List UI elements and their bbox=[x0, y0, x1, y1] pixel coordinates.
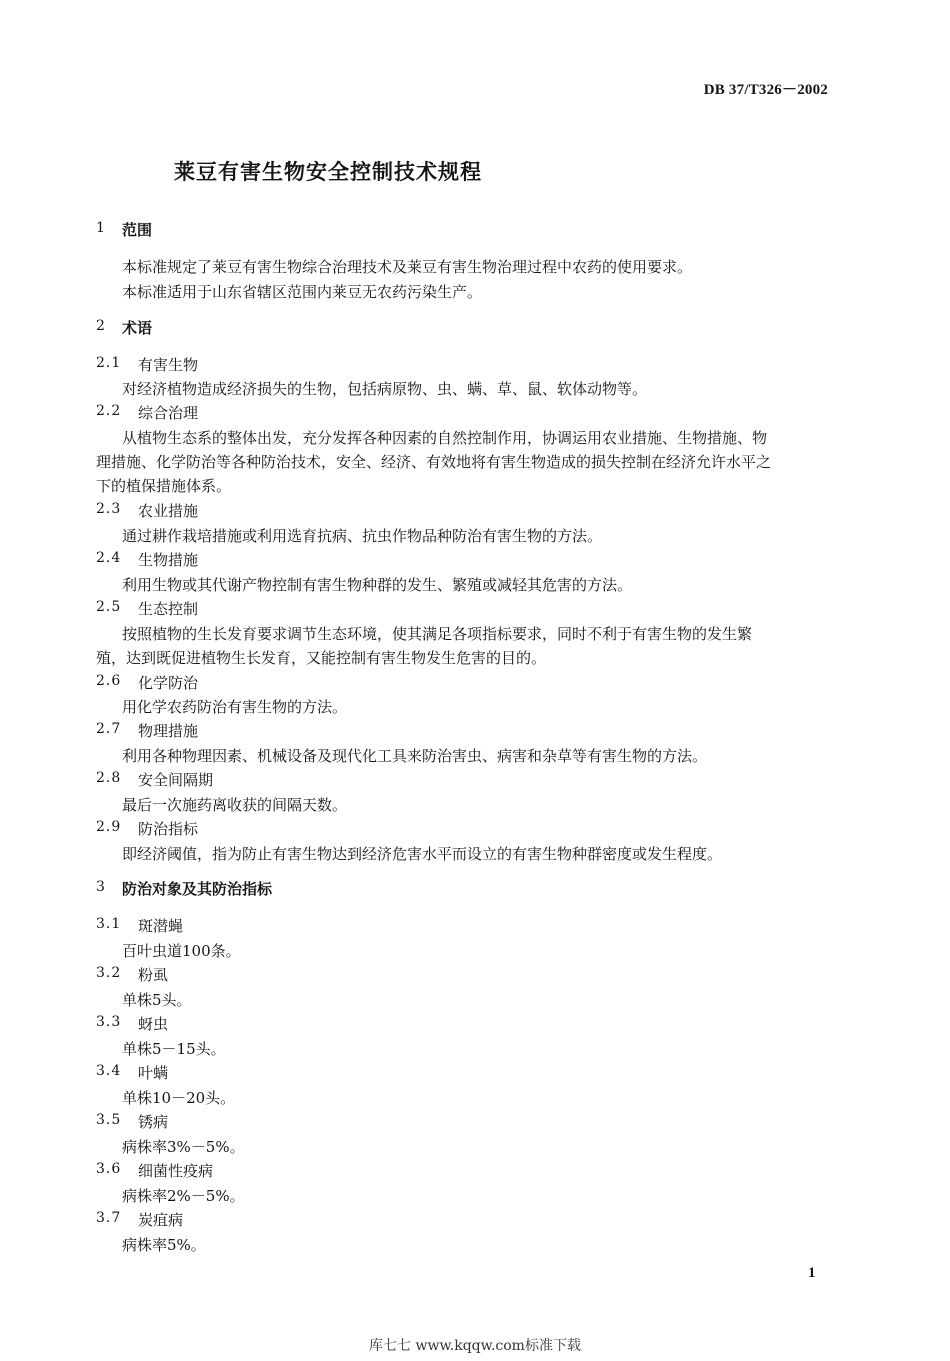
page-title: 莱豆有害生物安全控制技术规程 bbox=[174, 160, 482, 184]
clause-term: 生态控制 bbox=[138, 600, 199, 618]
clause-text: 殖，达到既促进植物生长发育，又能控制有害生物发生危害的目的。 bbox=[96, 649, 547, 667]
clause-term: 蚜虫 bbox=[138, 1015, 169, 1033]
clause-text: 单株5头。 bbox=[122, 991, 192, 1009]
clause-term: 叶螨 bbox=[138, 1064, 169, 1082]
section-number: 3 bbox=[96, 879, 105, 895]
clause-text: 即经济阈值，指为防止有害生物达到经济危害水平而设立的有害生物种群密度或发生程度。 bbox=[122, 845, 723, 863]
clause-number: 3.1 bbox=[96, 916, 122, 932]
section-title: 防治对象及其防治指标 bbox=[122, 880, 273, 898]
clause-term: 炭疽病 bbox=[138, 1211, 184, 1229]
clause-text: 用化学农药防治有害生物的方法。 bbox=[122, 698, 348, 716]
clause-text: 对经济植物造成经济损失的生物，包括病原物、虫、螨、草、鼠、软体动物等。 bbox=[122, 380, 648, 398]
clause-number: 2.4 bbox=[96, 550, 122, 566]
clause-number: 3.7 bbox=[96, 1210, 122, 1226]
paragraph: 本标准适用于山东省辖区范围内莱豆无农药污染生产。 bbox=[122, 283, 483, 301]
clause-text: 理措施、化学防治等各种防治技术，安全、经济、有效地将有害生物造成的损失控制在经济允许水平之 bbox=[96, 453, 772, 471]
clause-term: 粉虱 bbox=[138, 966, 169, 984]
clause-term: 综合治理 bbox=[138, 404, 199, 422]
clause-text: 下的植保措施体系。 bbox=[96, 477, 232, 495]
clause-text: 从植物生态系的整体出发，充分发挥各种因素的自然控制作用，协调运用农业措施、生物措施、物 bbox=[122, 429, 768, 447]
clause-term: 锈病 bbox=[138, 1113, 169, 1131]
clause-text: 病株率2%－5%。 bbox=[122, 1187, 245, 1205]
clause-text: 最后一次施药离收获的间隔天数。 bbox=[122, 796, 348, 814]
clause-number: 2.3 bbox=[96, 501, 122, 517]
clause-term: 斑潜蝇 bbox=[138, 917, 184, 935]
clause-text: 利用各种物理因素、机械设备及现代化工具来防治害虫、病害和杂草等有害生物的方法。 bbox=[122, 747, 708, 765]
footer-watermark[interactable]: 库七七 www.kqqw.com标准下载 bbox=[369, 1338, 581, 1354]
clause-number: 2.1 bbox=[96, 355, 122, 371]
standard-code: DB 37/T326－2002 bbox=[703, 82, 828, 98]
clause-number: 2.6 bbox=[96, 673, 122, 689]
clause-text: 百叶虫道100条。 bbox=[122, 942, 241, 960]
section-number: 2 bbox=[96, 318, 105, 334]
clause-text: 按照植物的生长发育要求调节生态环境，使其满足各项指标要求，同时不利于有害生物的发生繁 bbox=[122, 625, 753, 643]
clause-number: 2.9 bbox=[96, 819, 122, 835]
clause-number: 2.2 bbox=[96, 403, 122, 419]
section-title: 范围 bbox=[122, 221, 153, 239]
clause-term: 防治指标 bbox=[138, 820, 199, 838]
clause-text: 单株10－20头。 bbox=[122, 1089, 236, 1107]
clause-term: 物理措施 bbox=[138, 722, 199, 740]
clause-text: 病株率5%。 bbox=[122, 1236, 206, 1254]
clause-term: 细菌性疫病 bbox=[138, 1162, 214, 1180]
clause-number: 3.3 bbox=[96, 1014, 122, 1030]
section-number: 1 bbox=[96, 220, 105, 236]
clause-text: 通过耕作栽培措施或利用选育抗病、抗虫作物品种防治有害生物的方法。 bbox=[122, 527, 603, 545]
clause-number: 3.6 bbox=[96, 1161, 122, 1177]
clause-term: 化学防治 bbox=[138, 674, 199, 692]
page-number: 1 bbox=[808, 1265, 816, 1281]
clause-number: 3.4 bbox=[96, 1063, 122, 1079]
clause-term: 生物措施 bbox=[138, 551, 199, 569]
clause-number: 3.5 bbox=[96, 1112, 122, 1128]
clause-number: 2.7 bbox=[96, 721, 122, 737]
clause-text: 病株率3%－5%。 bbox=[122, 1138, 245, 1156]
clause-number: 2.8 bbox=[96, 770, 122, 786]
section-title: 术语 bbox=[122, 319, 153, 337]
clause-term: 农业措施 bbox=[138, 502, 199, 520]
clause-number: 3.2 bbox=[96, 965, 122, 981]
clause-number: 2.5 bbox=[96, 599, 122, 615]
clause-term: 有害生物 bbox=[138, 356, 199, 374]
clause-text: 单株5－15头。 bbox=[122, 1040, 226, 1058]
clause-text: 利用生物或其代谢产物控制有害生物种群的发生、繁殖或减轻其危害的方法。 bbox=[122, 576, 633, 594]
clause-term: 安全间隔期 bbox=[138, 771, 214, 789]
paragraph: 本标准规定了莱豆有害生物综合治理技术及莱豆有害生物治理过程中农药的使用要求。 bbox=[122, 258, 693, 276]
